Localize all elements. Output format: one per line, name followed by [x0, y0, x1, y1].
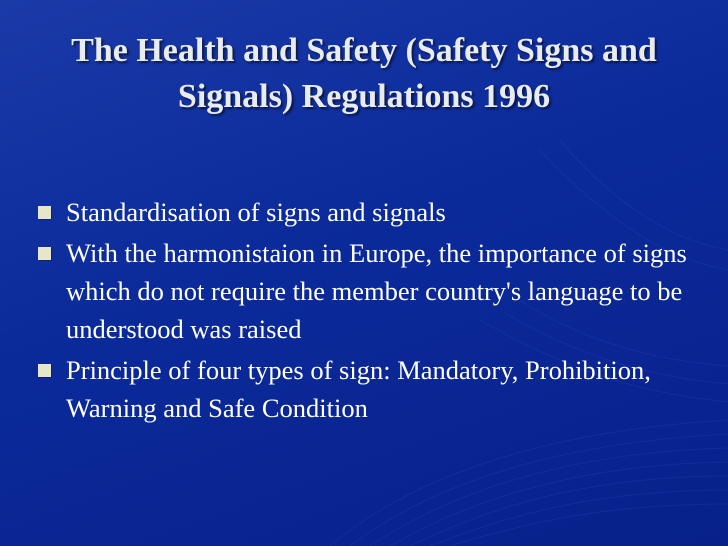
- square-bullet-icon: [38, 247, 51, 260]
- bullet-text: With the harmonistaion in Europe, the importance of signs which do not require the member country's language to be understood was raised: [66, 238, 687, 344]
- bullet-text: Standardisation of signs and signals: [66, 197, 446, 227]
- square-bullet-icon: [38, 206, 51, 219]
- bullet-item: [38, 234, 688, 348]
- slide-title: The Health and Safety (Safety Signs and Signals) Regulations 1996: [71, 32, 657, 115]
- square-bullet-icon: [38, 364, 51, 377]
- bullet-item: [38, 351, 688, 427]
- bullet-text: Principle of four types of sign: Mandatory, Prohibition, Warning and Safe Condition: [66, 355, 651, 423]
- bullet-list: [38, 193, 688, 430]
- bullet-item: [38, 193, 688, 231]
